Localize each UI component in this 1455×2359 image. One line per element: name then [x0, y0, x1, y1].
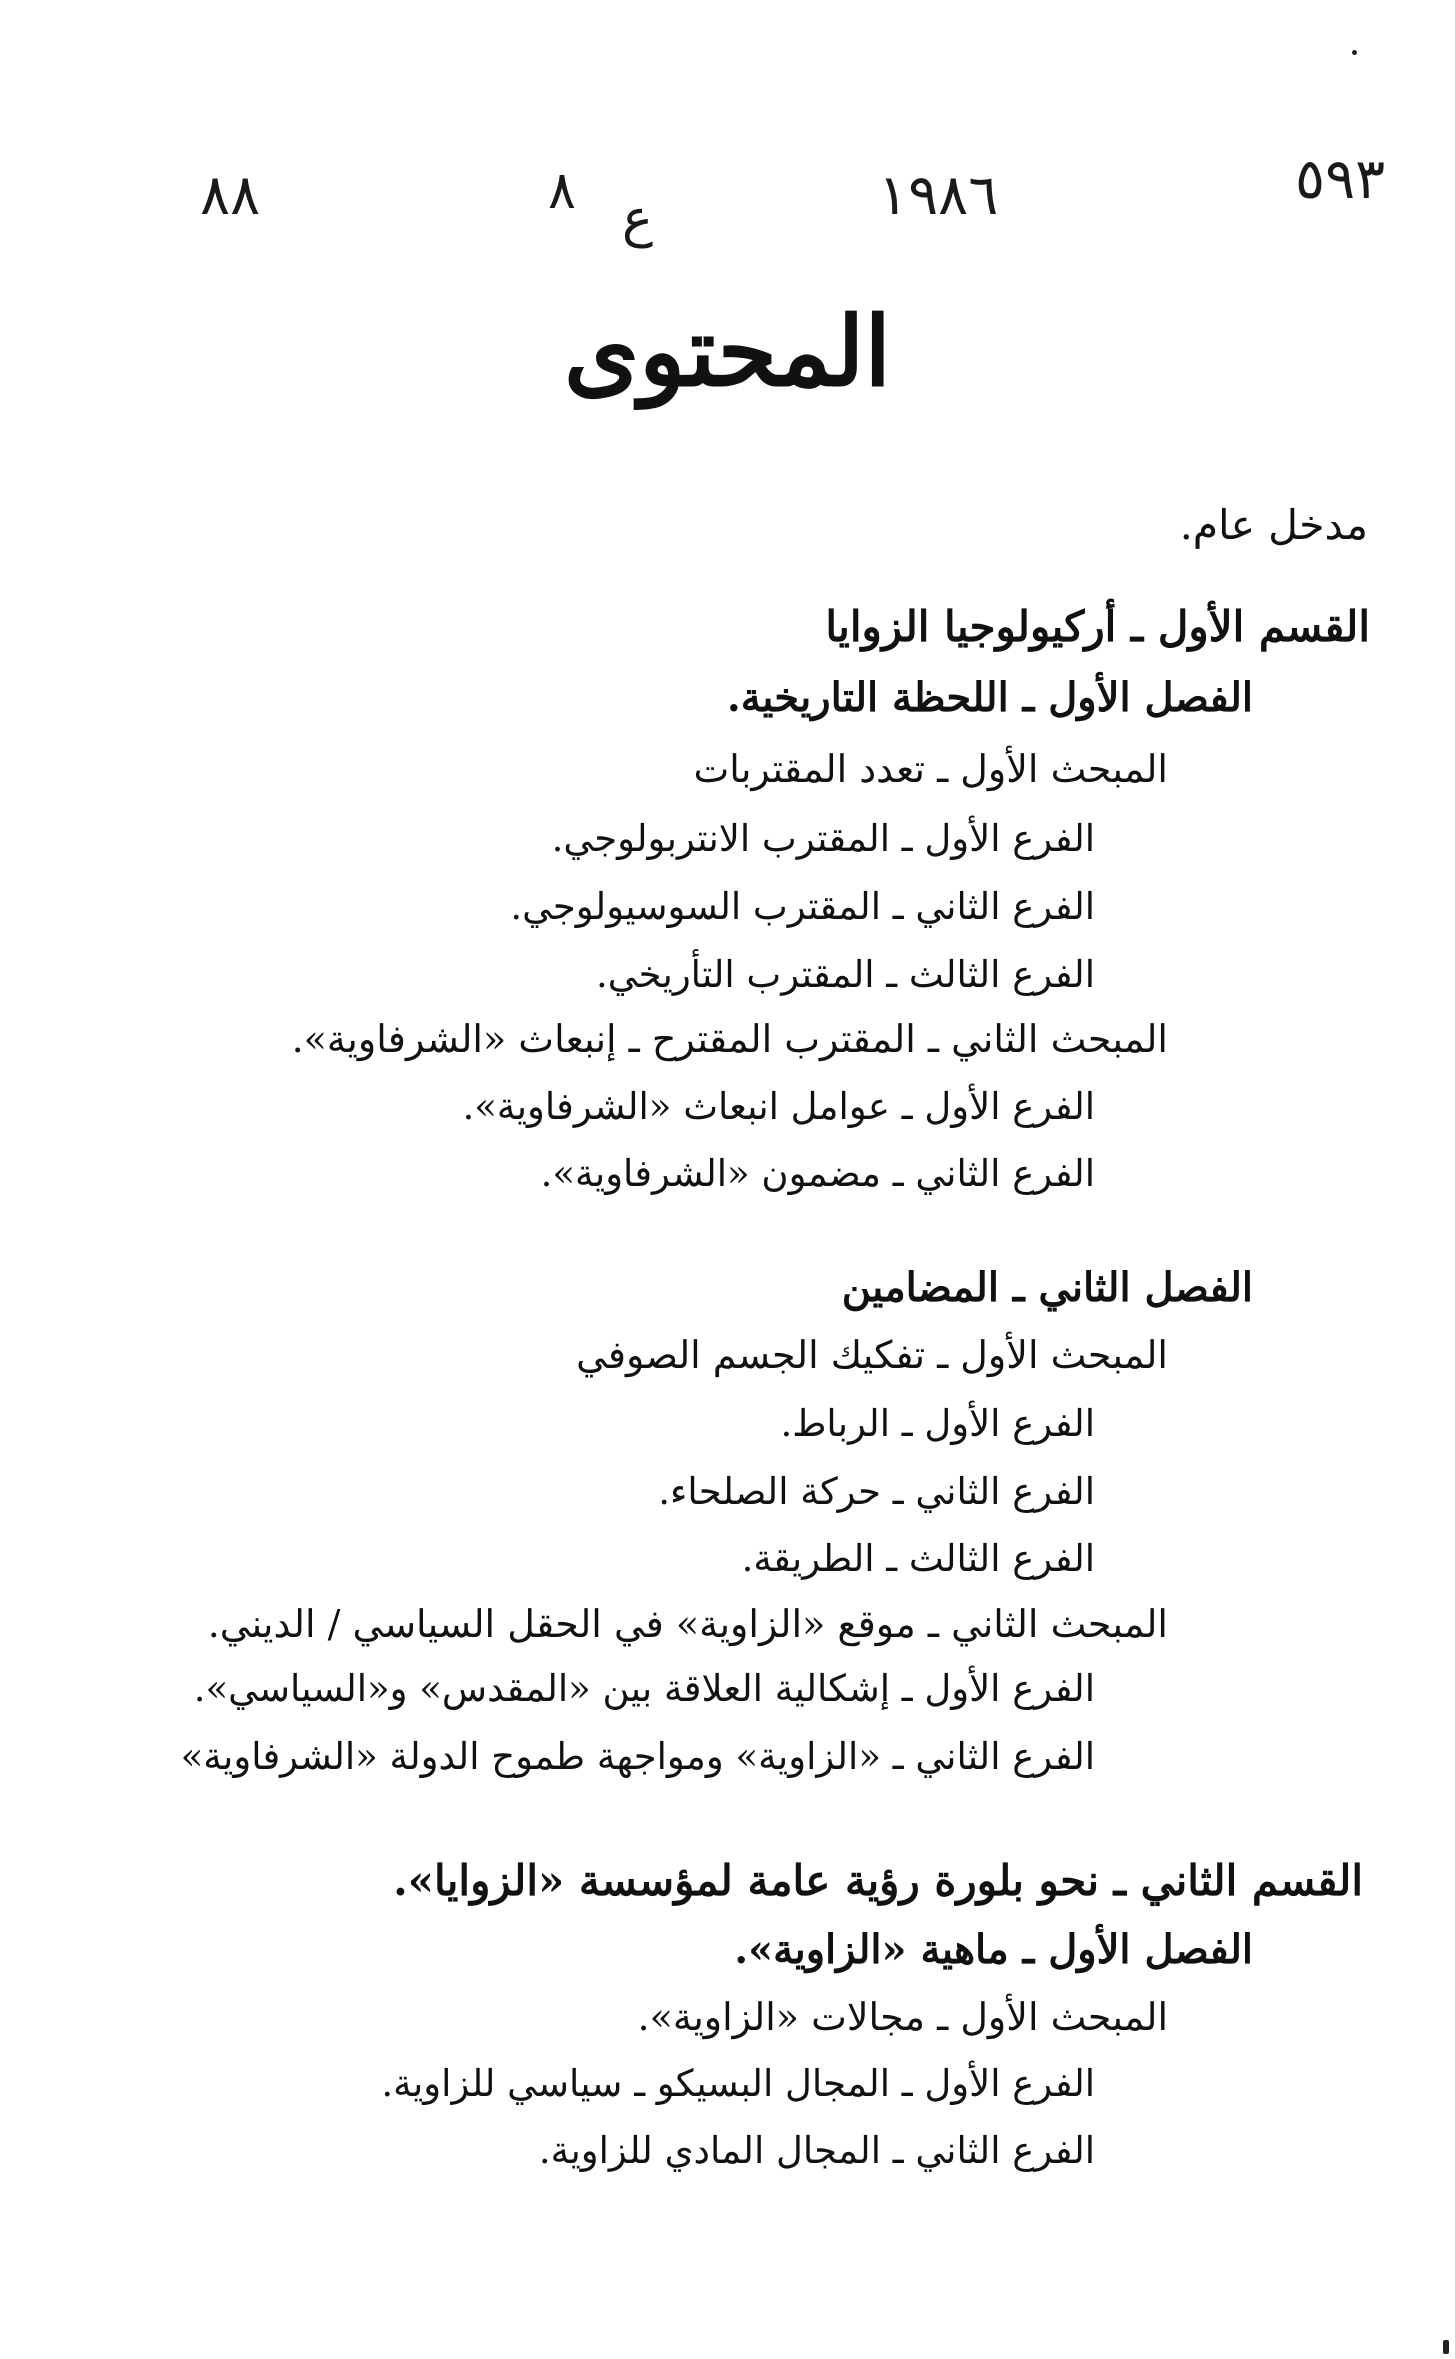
toc-branch-entry: الفرع الثاني ـ حركة الصلحاء. [658, 1470, 1095, 1513]
toc-branch-entry: الفرع الثالث ـ المقترب التأريخي. [596, 953, 1095, 996]
toc-branch-entry: الفرع الثاني ـ المجال المادي للزاوية. [538, 2129, 1095, 2172]
handwritten-volume: ٨ [548, 161, 576, 221]
toc-topic-entry: المبحث الأول ـ مجالات «الزاوية». [637, 1995, 1168, 2039]
toc-chapter-entry: الفصل الأول ـ ماهية «الزاوية». [734, 1926, 1253, 1973]
toc-branch-entry: الفرع الأول ـ المقترب الانتربولوجي. [551, 817, 1095, 860]
handwritten-year: ١٩٨٦ [878, 163, 999, 228]
handwritten-page-ref: ٨٨ [200, 163, 261, 228]
toc-branch-entry: الفرع الثاني ـ المقترب السوسيولوجي. [510, 885, 1095, 928]
toc-branch-entry: الفرع الأول ـ عوامل انبعاث «الشرفاوية». [462, 1085, 1095, 1128]
page-title: المحتوى [563, 295, 892, 409]
toc-topic-entry: المبحث الثاني ـ المقترب المقترح ـ إنبعاث «الشرفاوية». [291, 1017, 1168, 1061]
handwritten-code: ٥٩٣ [1295, 147, 1386, 212]
toc-chapter-entry: الفصل الثاني ـ المضامين [841, 1264, 1253, 1311]
toc-section-entry: القسم الأول ـ أركيولوجيا الزوايا [825, 602, 1370, 651]
toc-branch-entry: الفرع الثاني ـ مضمون «الشرفاوية». [540, 1152, 1095, 1195]
toc-branch-entry: الفرع الأول ـ المجال البسيكو ـ سياسي للزاوية. [381, 2062, 1095, 2105]
toc-intro-entry: مدخل عام. [1179, 501, 1368, 549]
toc-topic-entry: المبحث الثاني ـ موقع «الزاوية» في الحقل السياسي / الديني. [207, 1602, 1168, 1646]
toc-branch-entry: الفرع الأول ـ الرباط. [780, 1402, 1095, 1445]
toc-branch-entry: الفرع الأول ـ إشكالية العلاقة بين «المقدس» و«السياسي». [193, 1667, 1095, 1710]
toc-branch-entry: الفرع الثاني ـ «الزاوية» ومواجهة طموح الدولة «الشرفاوية» [180, 1735, 1095, 1778]
handwritten-issue-mark: ع [622, 189, 654, 249]
toc-topic-entry: المبحث الأول ـ تفكيك الجسم الصوفي [576, 1333, 1168, 1377]
toc-branch-entry: الفرع الثالث ـ الطريقة. [741, 1537, 1095, 1580]
toc-chapter-entry: الفصل الأول ـ اللحظة التاريخية. [726, 674, 1253, 721]
toc-section-entry: القسم الثاني ـ نحو بلورة رؤية عامة لمؤسسة «الزوايا». [393, 1856, 1363, 1905]
toc-topic-entry: المبحث الأول ـ تعدد المقتربات [693, 747, 1168, 791]
